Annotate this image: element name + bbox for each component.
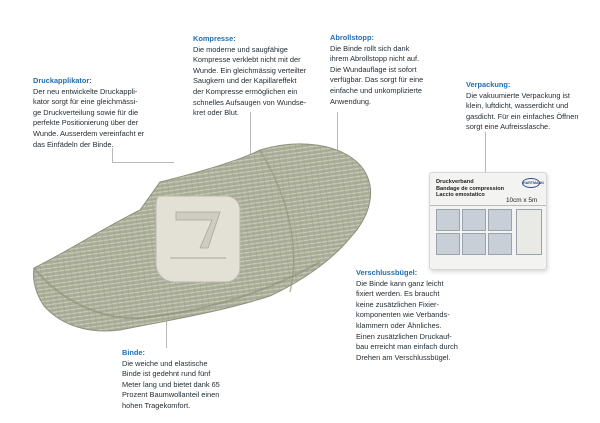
package-divider [430,205,546,206]
annotation-title: Abrollstopp: [330,33,374,42]
annotation-line: Wunde. Ausserdem vereinfacht er [33,128,145,138]
annotation-line: perfekte Positionierung über der [33,118,139,128]
annotation-line: Saugkern und der Kapillareffekt [193,76,297,86]
annotation-line: einfache und unkomplizierte [330,85,423,95]
annotation-line: Die Binde rollt sich dank [330,43,410,53]
annotation-druckapplikator [33,76,183,150]
annotation-line: schnelles Aufsaugen von Wundse- [193,97,307,107]
annotation-line: gasdicht. Für ein einfaches Öffnen [466,111,579,121]
annotation-abrollstopp [330,33,460,107]
annotation-line: Die vakuumierte Verpackung ist [466,90,570,100]
annotation-kompresse [193,34,343,119]
annotation-line: Die weiche und elastische [122,358,208,368]
package-pictogram [488,209,512,231]
annotation-line: kator sorgt für eine gleichmässi- [33,97,138,107]
annotation-verpackung [466,80,596,133]
annotation-line: das Einfädeln der Binde. [33,139,114,149]
annotation-line: klammern oder Ähnliches. [356,320,442,330]
annotation-title: Verpackung: [466,80,511,89]
package [429,172,547,270]
annotation-line: bau erreicht man einfach durch [356,342,458,352]
brand-logo: HARTMANN [522,178,540,188]
annotation-line: Binde ist gedehnt rund fünf [122,369,211,379]
package-name-line: Druckverband [436,179,474,185]
annotation-line: Einen zusätzlichen Druckauf- [356,331,452,341]
annotation-binde [122,348,252,412]
package-name [436,179,504,199]
package-size: 10cm x 5m [506,197,538,204]
package-symbols [516,209,542,255]
package-pictogram [488,233,512,255]
annotation-line: klein, luftdicht, wasserdicht und [466,101,569,111]
annotation-line: sorgt eine Aufreisslasche. [466,122,551,132]
annotation-title: Binde: [122,348,145,357]
annotation-line: verfügbar. Das sorgt für eine [330,75,424,85]
annotation-line: Der neu entwickelte Druckappli- [33,86,138,96]
annotation-line: kret oder Blut. [193,108,240,118]
annotation-title: Druckapplikator: [33,76,92,85]
annotation-line: hohen Tragekomfort. [122,400,191,410]
annotation-line: Prozent Baumwollanteil einen [122,390,220,400]
annotation-line: ge Druckverteilung sowie für die [33,107,139,117]
annotation-line: Die Wundauflage ist sofort [330,64,417,74]
package-pictogram [436,233,460,255]
annotation-line: keine zusätzlichen Fixier- [356,299,439,309]
annotation-title: Verschlussbügel: [356,268,418,277]
package-pictogram [462,233,486,255]
annotation-line: komponenten wie Verbands- [356,310,450,320]
package-pictogram [436,209,460,231]
annotation-line: Wunde. Ein gleichmässig verteilter [193,65,307,75]
annotation-line: Drehen am Verschlussbügel. [356,352,451,362]
annotation-line: fixiert werden. Es braucht [356,289,440,299]
annotation-verschlussbuegel [356,268,486,363]
annotation-line: ihrem Abrollstopp nicht auf. [330,54,420,64]
package-name-line: Laccio emostatico [436,192,485,199]
package-name-line: Bandage de compression [436,185,505,192]
annotation-line: Kompresse verklebt nicht mit der [193,55,301,65]
annotation-line: Anwendung. [330,96,372,106]
annotation-title: Kompresse: [193,34,236,43]
annotation-line: der Kompresse ermöglichen ein [193,86,298,96]
pressure-applicator [156,196,240,282]
annotation-line: Die moderne und saugfähige [193,44,288,54]
package-pictogram [462,209,486,231]
annotation-line: Die Binde kann ganz leicht [356,278,444,288]
annotation-line: Meter lang und bietet dank 65 [122,379,220,389]
